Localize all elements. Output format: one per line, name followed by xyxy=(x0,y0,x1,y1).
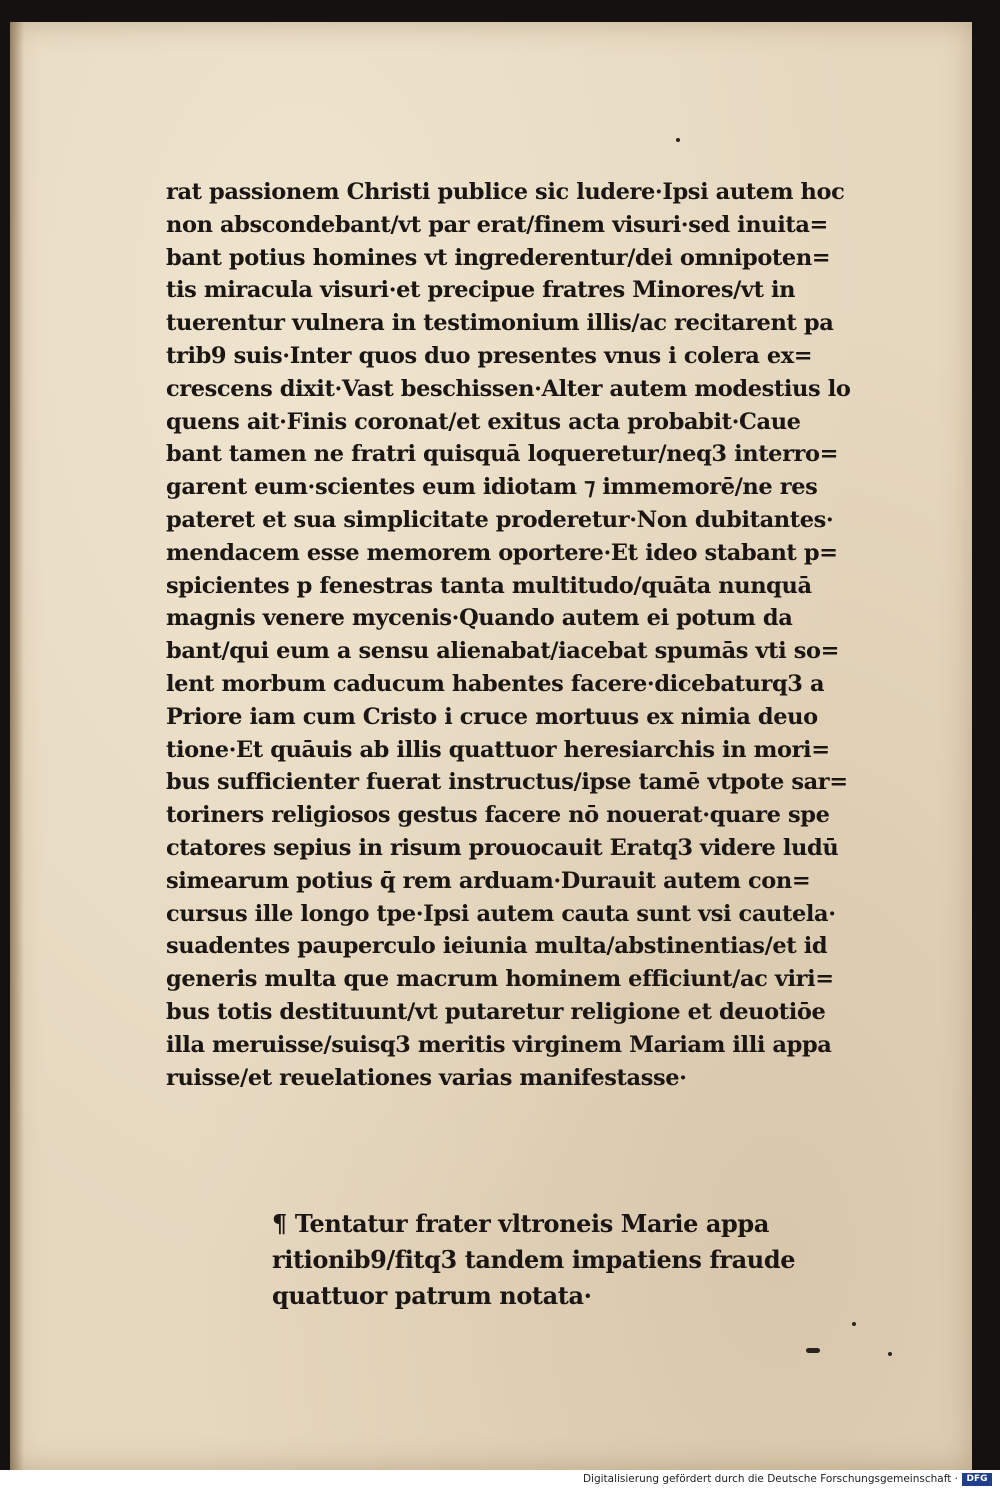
text-line: lent morbum caducum habentes facere·dicebaturq3 a xyxy=(166,670,825,697)
text-line: illa meruisse/suisq3 meritis virginem Mariam illi appa xyxy=(166,1031,832,1058)
main-text-block xyxy=(166,176,926,1094)
text-line: bus totis destituunt/vt putaretur religione et deuotiōe xyxy=(166,998,826,1025)
ink-speck xyxy=(852,1322,856,1326)
dfg-logo-icon: DFG xyxy=(962,1473,992,1486)
text-line: tuerentur vulnera in testimonium illis/ac recitarent pa xyxy=(166,310,834,337)
page-binding-shadow xyxy=(10,22,24,1470)
text-line: non abscondebant/vt par erat/finem visuri·sed inuita= xyxy=(166,211,828,238)
text-line: ruisse/et reuelationes varias manifestasse· xyxy=(166,1064,687,1091)
text-line: Priore iam cum Cristo i cruce mortuus ex nimia deuo xyxy=(166,703,818,730)
text-line: simearum potius q̄ rem arduam·Durauit autem con= xyxy=(166,867,811,894)
text-line: pateret et sua simplicitate proderetur·Non dubitantes· xyxy=(166,506,834,533)
text-line: bus sufficienter fuerat instructus/ipse tamē vtpote sar= xyxy=(166,769,848,796)
text-line: bant potius homines vt ingrederentur/dei omnipoten= xyxy=(166,244,831,271)
ink-speck xyxy=(676,138,680,142)
text-line: cursus ille longo tpe·Ipsi autem cauta sunt vsi cautela· xyxy=(166,900,836,927)
text-line: tis miracula visuri·et precipue fratres Minores/vt in xyxy=(166,277,796,304)
rubric-line: ritionib9/fitq3 tandem impatiens fraude xyxy=(272,1245,796,1274)
ink-speck xyxy=(806,1348,820,1353)
text-line: crescens dixit·Vast beschissen·Alter autem modestius lo xyxy=(166,375,851,402)
text-line: suadentes pauperculo ieiunia multa/abstinentias/et id xyxy=(166,933,828,960)
text-line: spicientes p fenestras tanta multitudo/quāta nunquā xyxy=(166,572,812,599)
text-line: garent eum·scientes eum idiotam ⁊ immemorē/ne res xyxy=(166,474,818,501)
text-line: rat passionem Christi publice sic ludere·Ipsi autem hoc xyxy=(166,179,845,205)
text-line: bant/qui eum a sensu alienabat/iacebat spumās vti so= xyxy=(166,638,840,665)
text-line: quens ait·Finis coronat/et exitus acta probabit·Caue xyxy=(166,408,801,435)
text-line: ctatores sepius in risum prouocauit Eratq3 videre ludū xyxy=(166,834,839,861)
text-line: bant tamen ne fratri quisquā loqueretur/neq3 interro= xyxy=(166,441,839,468)
text-line: magnis venere mycenis·Quando autem ei potum da xyxy=(166,605,793,632)
rubric-line: quattuor patrum notata· xyxy=(272,1281,592,1310)
text-line: mendacem esse memorem oportere·Et ideo stabant p= xyxy=(166,539,838,566)
ink-speck xyxy=(888,1352,892,1356)
text-line: trib9 suis·Inter quos duo presentes vnus i colera ex= xyxy=(166,342,813,369)
rubric-heading xyxy=(272,1206,872,1314)
rubric-line: ¶ Tentatur frater vltroneis Marie appa xyxy=(272,1209,769,1238)
text-line: tione·Et quāuis ab illis quattuor heresiarchis in mori= xyxy=(166,736,830,763)
funding-notice: Digitalisierung gefördert durch die Deutsche Forschungsgemeinschaft · xyxy=(582,1473,958,1485)
text-line: generis multa que macrum hominem efficiunt/ac viri= xyxy=(166,966,834,993)
text-line: toriners religiosos gestus facere nō nouerat·quare spe xyxy=(166,802,830,829)
footer-bar xyxy=(0,1470,1000,1490)
